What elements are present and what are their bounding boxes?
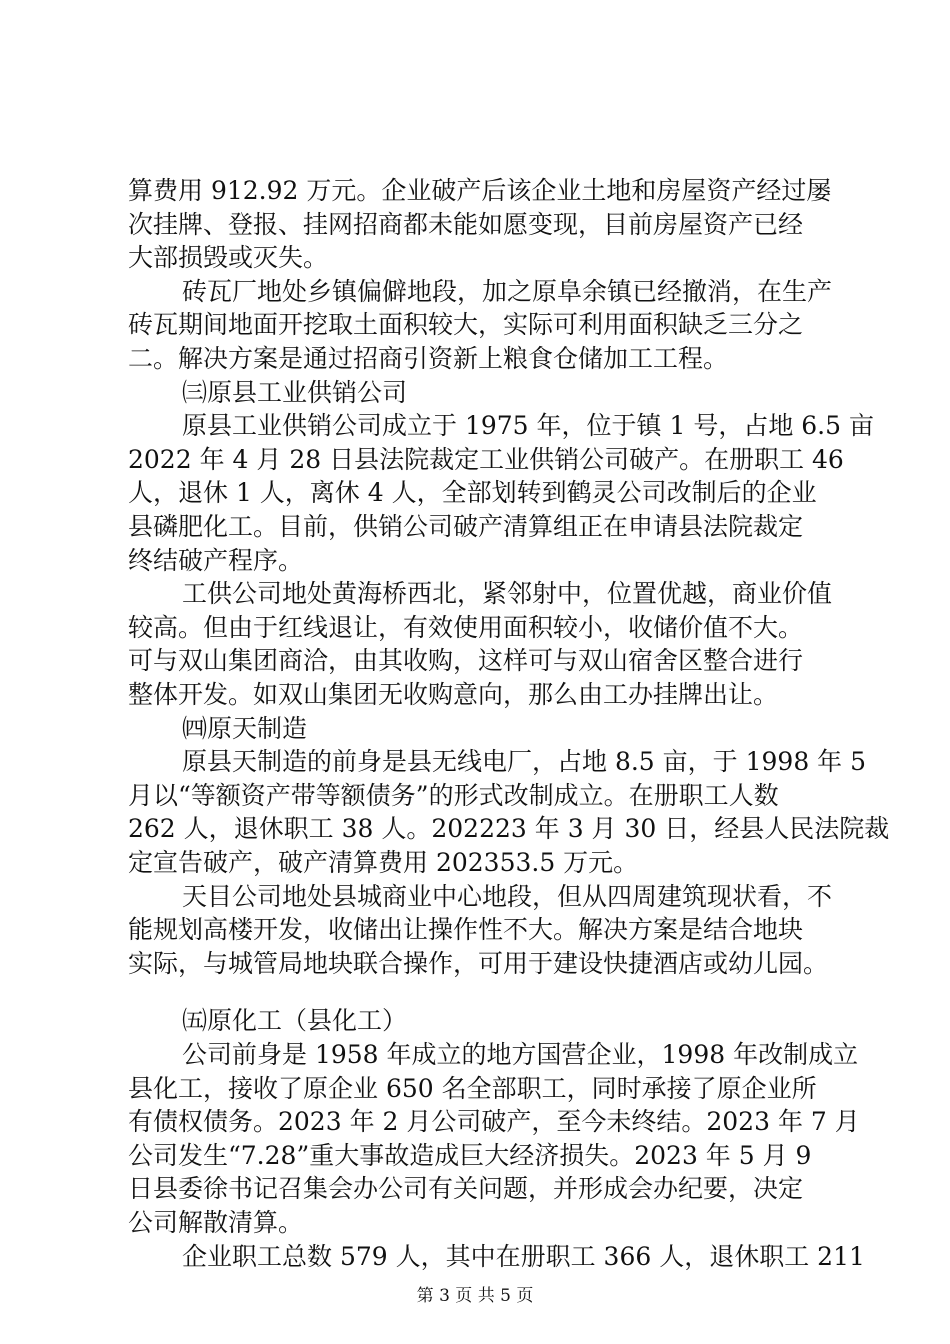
text-line: 实际，与城管局地块联合操作，可用于建设快捷酒店或幼儿园。	[128, 949, 829, 978]
text-line: 公司解散清算。	[128, 1208, 304, 1237]
text-line: 公司前身是 1958 年成立的地方国营企业，1998 年改制成立	[182, 1040, 859, 1069]
text-line: 人，退休 1 人，离休 4 人，全部划转到鹤灵公司改制后的企业	[128, 478, 817, 507]
text-line: 定宣告破产，破产清算费用 202353.5 万元。	[128, 848, 639, 877]
text-line: 次挂牌、登报、挂网招商都未能如愿变现，目前房屋资产已经	[128, 210, 804, 239]
text-line: 企业职工总数 579 人，其中在册职工 366 人，退休职工 211	[182, 1242, 865, 1271]
text-line: 终结破产程序。	[128, 546, 304, 575]
page-footer: 第 3 页 共 5 页	[416, 1286, 534, 1306]
text-line: 月以“等额资产带等额债务”的形式改制成立。在册职工人数	[128, 781, 779, 810]
text-line: 天目公司地处县城商业中心地段，但从四周建筑现状看，不	[182, 882, 833, 911]
text-line: 原县天制造的前身是县无线电厂，占地 8.5 亩，于 1998 年 5	[182, 747, 867, 776]
text-line: 公司发生“7.28”重大事故造成巨大经济损失。2023 年 5 月 9	[128, 1141, 812, 1170]
text-line: 有债权债务。2023 年 2 月公司破产，至今未终结。2023 年 7 月	[128, 1107, 860, 1136]
section-heading: ㈢原县工业供销公司	[182, 378, 408, 407]
text-line: 较高。但由于红线退让，有效使用面积较小，收储价值不大。	[128, 613, 804, 642]
text-line: 能规划高楼开发，收储出让操作性不大。解决方案是结合地块	[128, 915, 804, 944]
text-line: 262 人，退休职工 38 人。202223 年 3 月 30 日，经县人民法院裁	[128, 814, 890, 843]
text-line: 日县委徐书记召集会办公司有关问题，并形成会办纪要，决定	[128, 1174, 804, 1203]
text-line: 可与双山集团商洽，由其收购，这样可与双山宿舍区整合进行	[128, 646, 804, 675]
text-line: 工供公司地处黄海桥西北，紧邻射中，位置优越，商业价值	[182, 579, 833, 608]
text-line: 县化工，接收了原企业 650 名全部职工，同时承接了原企业所	[128, 1074, 817, 1103]
text-line: 原县工业供销公司成立于 1975 年，位于镇 1 号，占地 6.5 亩	[182, 411, 874, 440]
text-line: 县磷肥化工。目前，供销公司破产清算组正在申请县法院裁定	[128, 512, 804, 541]
section-heading: ㈣原天制造	[182, 714, 308, 743]
text-line: 大部损毁或灭失。	[128, 243, 329, 272]
text-line: 二。解决方案是通过招商引资新上粮食仓储加工工程。	[128, 344, 729, 373]
text-line: 整体开发。如双山集团无收购意向，那么由工办挂牌出让。	[128, 680, 779, 709]
text-line: 砖瓦期间地面开挖取土面积较大，实际可利用面积缺乏三分之	[128, 310, 804, 339]
text-line: 2022 年 4 月 28 日县法院裁定工业供销公司破产。在册职工 46	[128, 445, 844, 474]
text-line: 算费用 912.92 万元。企业破产后该企业土地和房屋资产经过屡	[128, 176, 832, 205]
section-heading: ㈤原化工（县化工）	[182, 1006, 408, 1035]
text-line: 砖瓦厂地处乡镇偏僻地段，加之原阜余镇已经撤消，在生产	[182, 277, 833, 306]
